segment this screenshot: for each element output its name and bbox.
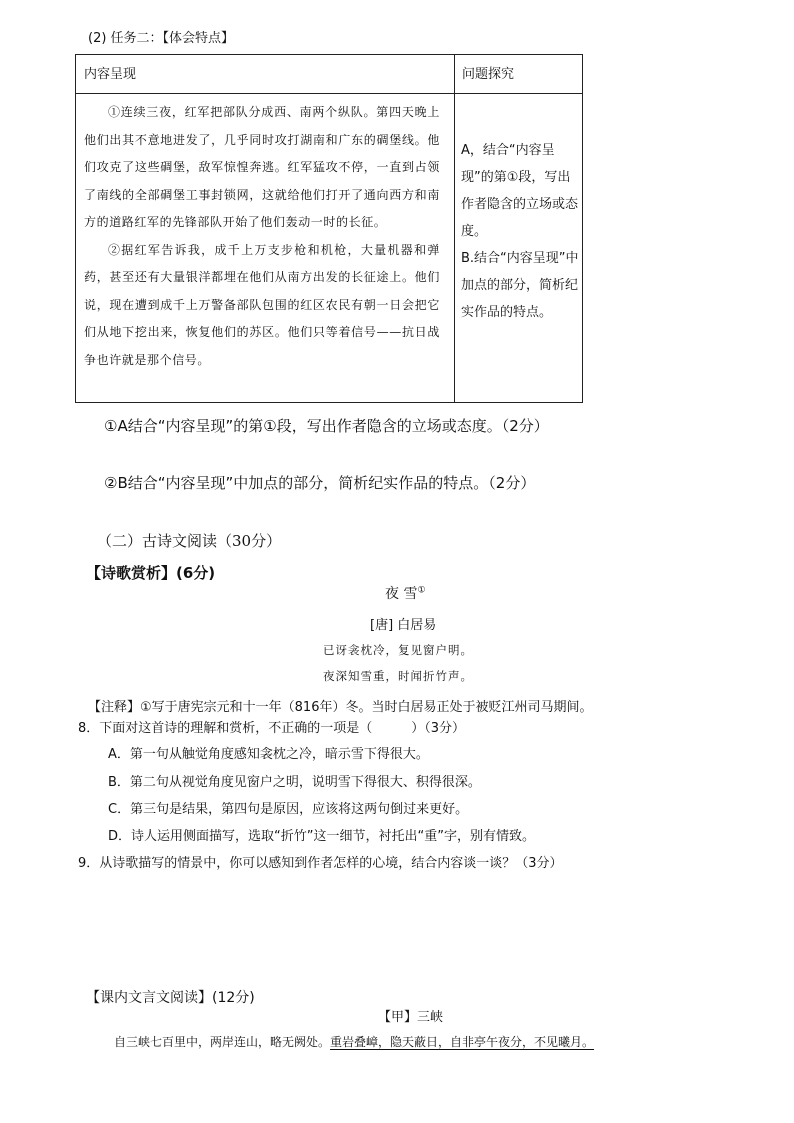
classical-section-label: 【课内文言文阅读】(12分) [86,990,255,1006]
poem-line-1: 已讶衾枕冷，复见窗户明。 [323,643,473,657]
q9-stem: 9．从诗歌描写的情景中，你可以感知到作者怎样的心境，结合内容谈一谈？（3分） [78,856,563,871]
task-heading: (2) 任务二：【体会特点】 [88,31,235,46]
q8-option-c: C．第三句是结果，第四句是原因，应该将这两句倒过来更好。 [108,802,469,817]
inquiry-b: B.结合“内容呈现”中加点的部分，简析纪实作品的特点。 [461,251,579,320]
table-header-content: 内容呈现 [84,67,137,82]
q8-option-d: D．诗人运用侧面描写，选取“折竹”这一细节，衬托出“重”字，别有情致。 [108,829,535,844]
classical-text [114,1033,594,1050]
classical-text-plain: 自三峡七百里中，两岸连山，略无阙处。 [114,1035,331,1049]
poem-author: [唐] 白居易 [370,618,437,633]
content-cell [84,99,440,374]
section-2-heading: （二）古诗文阅读（30分） [97,532,282,550]
content-table [75,54,583,403]
q8-option-a: A．第一句从触觉角度感知衾枕之冷，暗示雪下得很大。 [108,747,429,762]
inquiry-cell [461,137,579,326]
q8-option-b: B．第二句从视觉角度见窗户之明，说明雪下得很大、积得很深。 [108,775,481,790]
poem-line-2: 夜深知雪重，时闻折竹声。 [323,669,473,683]
poem-note: 【注释】①写于唐宪宗元和十一年（816年）冬。当时白居易正处于被贬江州司马期间。 [88,700,593,715]
inquiry-a: A，结合“内容呈现”的第①段，写出作者隐含的立场或态度。 [461,143,579,239]
poem-title-text: 夜 雪 [385,586,418,602]
table-header-inquiry: 问题探究 [462,67,515,82]
classical-text-underlined: 重岩叠嶂，隐天蔽日，自非亭午夜分，不见曦月。 [330,1035,595,1049]
content-paragraph-2: ②据红军告诉我，成千上万支步枪和机枪，大量机器和弹药，甚至还有大量银洋都埋在他们从南方出发的长征途上。他们说，现在遭到成千上万警备部队包围的红区农民有朝一日会把它们从地下挖出来，恢复他们的苏区。他们只等着信号——抗日战争也许就是那个信号。 [84,242,440,367]
table-divider-vertical [454,55,455,402]
q8-stem: 8．下面对这首诗的理解和赏析，不正确的一项是（ ）（3分） [78,721,466,736]
question-2: ②B结合“内容呈现”中加点的部分，简析纪实作品的特点。（2分） [104,474,536,492]
poem-title [385,583,426,603]
classical-title: 【甲】三峡 [378,1010,444,1025]
poem-title-footnote: ① [417,585,426,596]
poem-section-label: 【诗歌赏析】(6分) [86,564,216,582]
content-paragraph-1: ①连续三夜，红军把部队分成西、南两个纵队。第四天晚上他们出其不意地进发了，几乎同时攻打湖南和广东的碉堡线。他们攻克了这些碉堡，敌军惊惶奔逃。红军猛攻不停，一直到占领了南线的全部碉堡工事封锁网，这就给他们打开了通向西方和南方的道路红军的先锋部队开始了他们轰动一时的长征。 [84,105,440,229]
question-1: ①A结合“内容呈现”的第①段，写出作者隐含的立场或态度。（2分） [104,417,549,435]
table-divider-horizontal [76,93,582,94]
